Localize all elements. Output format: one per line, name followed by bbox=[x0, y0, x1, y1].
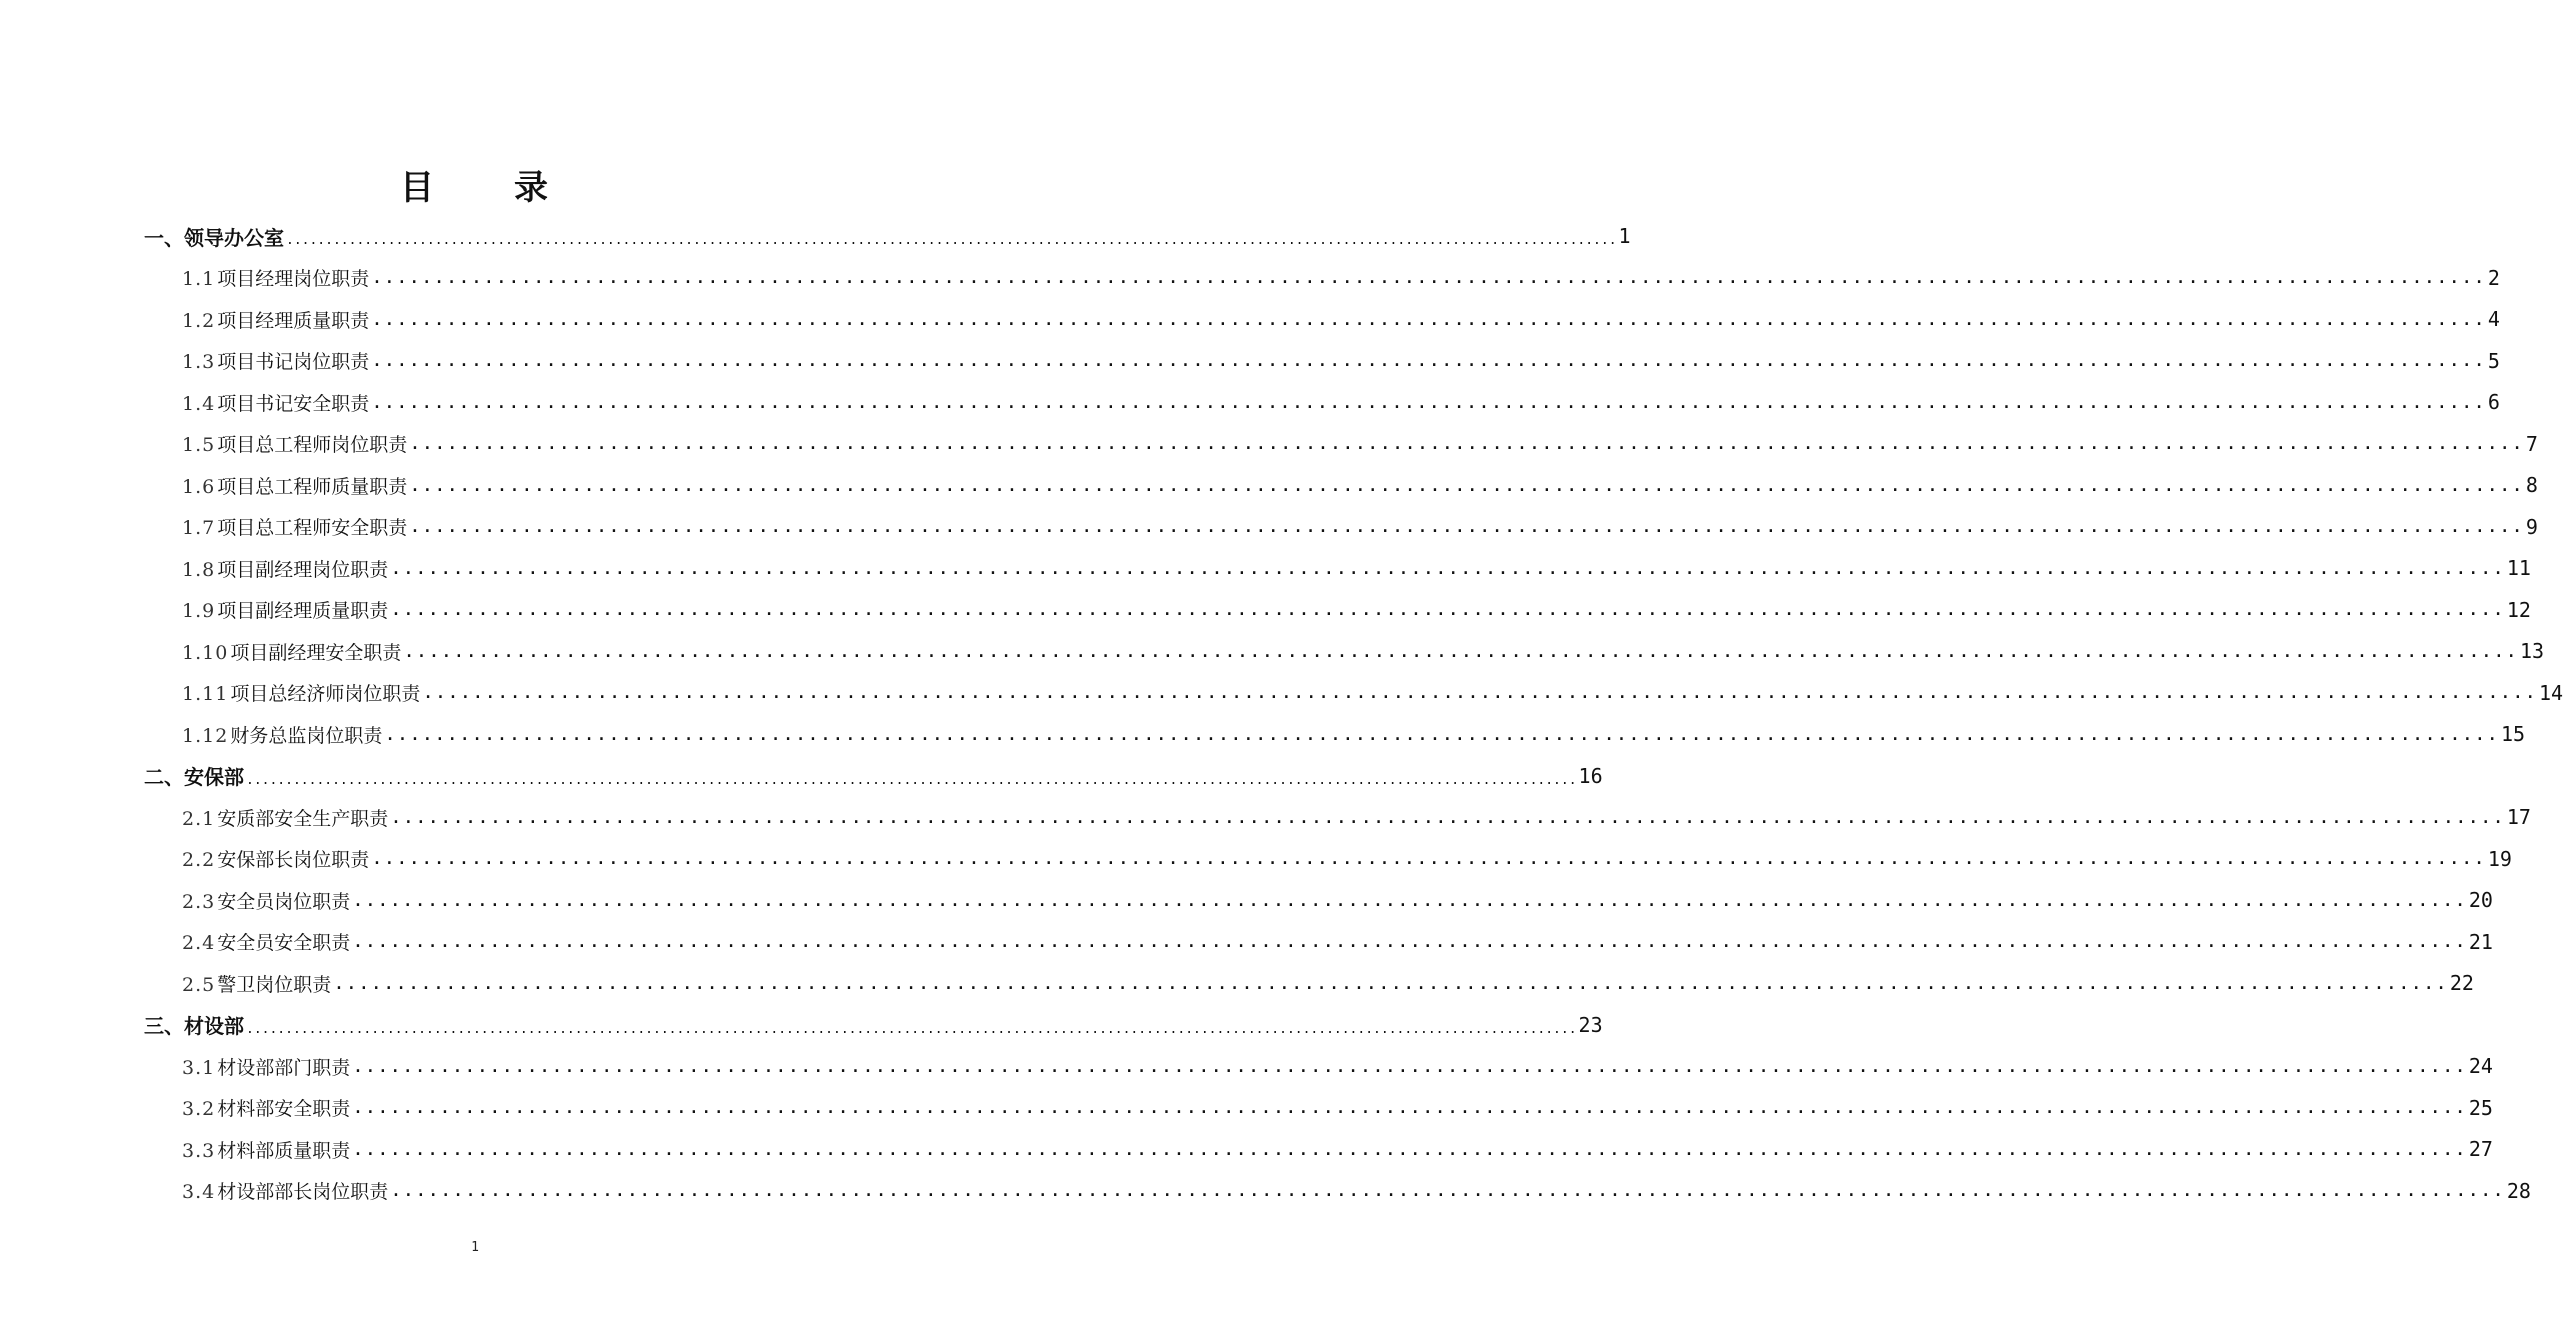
toc-entry-title: 安保部长岗位职责 bbox=[217, 849, 370, 871]
toc-subsection-entry[interactable] bbox=[182, 341, 2500, 381]
toc-entry-title: 项目副经理岗位职责 bbox=[217, 558, 389, 581]
toc-page-number: 7 bbox=[2525, 431, 2538, 456]
toc-entry-number: 3.1 bbox=[182, 1056, 216, 1079]
toc-dot-leader: .......................................................................................................................................................................... bbox=[390, 556, 2505, 579]
toc-page-number: 16 bbox=[1578, 763, 1603, 788]
toc-entry-label bbox=[182, 928, 350, 955]
toc-subsection-entry[interactable] bbox=[182, 299, 2500, 339]
toc-entry-title: 安全员岗位职责 bbox=[217, 890, 351, 913]
toc-entry-label bbox=[182, 721, 382, 748]
toc-entry-label bbox=[182, 306, 369, 333]
toc-page-number: 19 bbox=[2487, 846, 2512, 871]
toc-entry-label bbox=[182, 430, 407, 457]
toc-entry-label bbox=[182, 555, 388, 582]
toc-entry-number: 3.2 bbox=[182, 1098, 216, 1120]
title-char-2: 录 bbox=[514, 168, 550, 208]
toc-entry-number: 2.3 bbox=[182, 890, 216, 913]
toc-entry-title: 财务总监岗位职责 bbox=[230, 724, 383, 747]
toc-entry-number: 3.4 bbox=[182, 1181, 216, 1203]
toc-page-number: 17 bbox=[2506, 805, 2531, 829]
toc-dot-leader: .......................................................................................................................................................................... bbox=[390, 805, 2505, 828]
toc-section-entry[interactable] bbox=[144, 756, 1603, 796]
toc-dot-leader: .......................................................................................................................................................................... bbox=[352, 1096, 2467, 1118]
toc-entry-number: 1.9 bbox=[182, 600, 216, 622]
toc-page-number: 13 bbox=[2519, 639, 2545, 663]
toc-dot-leader: .......................................................................................................................................................................... bbox=[371, 307, 2486, 330]
toc-page-number: 4 bbox=[2487, 307, 2500, 331]
toc-entry-number: 2.4 bbox=[182, 932, 216, 954]
toc-page-number: 6 bbox=[2487, 390, 2500, 414]
toc-subsection-entry[interactable] bbox=[182, 963, 2474, 1003]
toc-dot-leader: .......................................................................................................................................................................... bbox=[246, 772, 1577, 788]
toc-page-number: 1 bbox=[1618, 224, 1631, 248]
toc-entry-number: 1.12 bbox=[182, 724, 229, 747]
toc-entry-number: 1.6 bbox=[182, 475, 216, 498]
page-title bbox=[0, 160, 950, 209]
toc-dot-leader: .......................................................................................................................................................................... bbox=[390, 1179, 2505, 1201]
toc-subsection-entry[interactable] bbox=[182, 507, 2538, 547]
toc-subsection-entry[interactable] bbox=[182, 1046, 2493, 1086]
title-char-1: 目 bbox=[400, 168, 436, 208]
toc-dot-leader: .......................................................................................................................................................................... bbox=[352, 1054, 2467, 1077]
toc-page-number: 24 bbox=[2468, 1054, 2493, 1078]
toc-dot-leader: .......................................................................................................................................................................... bbox=[390, 598, 2505, 620]
toc-subsection-entry[interactable] bbox=[182, 1129, 2493, 1169]
toc-page-number: 15 bbox=[2500, 722, 2526, 746]
toc-entry-label bbox=[182, 679, 420, 706]
toc-entry-label bbox=[182, 389, 369, 416]
toc-entry-label bbox=[182, 638, 401, 665]
toc-entry-number: 2.5 bbox=[182, 973, 216, 996]
toc-page-number: 12 bbox=[2506, 597, 2531, 622]
toc-subsection-entry[interactable] bbox=[182, 922, 2493, 962]
toc-entry-label bbox=[182, 804, 388, 831]
toc-dot-leader: .......................................................................................................................................................................... bbox=[352, 930, 2467, 952]
toc-entry-title: 项目副经理质量职责 bbox=[217, 600, 389, 622]
toc-dot-leader: .......................................................................................................................................................................... bbox=[371, 390, 2486, 413]
toc-page-number: 28 bbox=[2506, 1178, 2531, 1203]
toc-dot-leader: .......................................................................................................................................................................... bbox=[371, 847, 2486, 869]
toc-page-number: 8 bbox=[2525, 473, 2538, 497]
toc-subsection-entry[interactable] bbox=[182, 1088, 2493, 1128]
toc-entry-number: 1.2 bbox=[182, 309, 216, 332]
toc-entry-number: 1.8 bbox=[182, 558, 216, 581]
toc-subsection-entry[interactable] bbox=[182, 839, 2512, 879]
toc-dot-leader: .......................................................................................................................................................................... bbox=[384, 722, 2499, 745]
toc-entry-title: 项目总工程师质量职责 bbox=[217, 475, 408, 498]
toc-dot-leader: .......................................................................................................................................................................... bbox=[422, 681, 2537, 703]
toc-entry-label bbox=[182, 1053, 350, 1080]
toc-subsection-entry[interactable] bbox=[182, 465, 2538, 505]
toc-entry-label bbox=[182, 513, 407, 540]
toc-entry-number: 3.3 bbox=[182, 1139, 216, 1162]
toc-subsection-entry[interactable] bbox=[182, 1171, 2531, 1211]
toc-dot-leader: .......................................................................................................................................................................... bbox=[409, 515, 2524, 537]
toc-dot-leader: .......................................................................................................................................................................... bbox=[352, 888, 2467, 911]
toc-entry-label bbox=[182, 970, 331, 997]
toc-subsection-entry[interactable] bbox=[182, 880, 2493, 920]
toc-entry-title: 项目总工程师安全职责 bbox=[217, 517, 408, 539]
toc-subsection-entry[interactable] bbox=[182, 631, 2545, 671]
toc-entry-number: 1.10 bbox=[182, 641, 229, 664]
toc-entry-label bbox=[182, 845, 369, 872]
toc-section-entry[interactable] bbox=[144, 216, 1631, 256]
toc-page-number: 2 bbox=[2487, 265, 2500, 290]
toc-entry-label bbox=[182, 472, 407, 499]
toc-entry-label bbox=[182, 596, 388, 623]
toc-entry-title: 安全员安全职责 bbox=[217, 932, 351, 954]
toc-entry-label bbox=[182, 264, 369, 291]
toc-entry-label: 三、材设部 bbox=[144, 1014, 244, 1038]
toc-entry-number: 1.7 bbox=[182, 517, 216, 539]
toc-page-number: 21 bbox=[2468, 929, 2493, 954]
toc-dot-leader: .......................................................................................................................................................................... bbox=[371, 349, 2486, 371]
toc-entry-title: 项目经理质量职责 bbox=[217, 309, 370, 332]
toc-entry-label: 二、安保部 bbox=[144, 765, 244, 789]
toc-page-number: 14 bbox=[2538, 680, 2563, 705]
toc-subsection-entry[interactable] bbox=[182, 382, 2500, 422]
toc-entry-number: 1.11 bbox=[182, 683, 229, 705]
toc-entry-title: 项目书记安全职责 bbox=[217, 392, 370, 415]
toc-page-number: 27 bbox=[2468, 1137, 2493, 1161]
toc-subsection-entry[interactable] bbox=[182, 797, 2531, 837]
toc-entry-label bbox=[182, 1136, 350, 1163]
toc-entry-title: 安质部安全生产职责 bbox=[217, 807, 389, 830]
toc-page-number: 25 bbox=[2468, 1095, 2493, 1120]
toc-entry-number: 2.2 bbox=[182, 849, 216, 871]
toc-dot-leader: .......................................................................................................................................................................... bbox=[371, 266, 2486, 288]
toc-entry-label bbox=[182, 347, 369, 374]
toc-page-number: 22 bbox=[2449, 971, 2474, 995]
toc-entry-label bbox=[182, 887, 350, 914]
toc-page-number: 11 bbox=[2506, 556, 2531, 580]
toc-entry-title: 项目副经理安全职责 bbox=[230, 641, 402, 664]
page-footer-number: 1 bbox=[471, 1240, 479, 1255]
toc-entry-label: 一、领导办公室 bbox=[144, 225, 284, 250]
toc-entry-title: 材设部部长岗位职责 bbox=[217, 1181, 389, 1203]
toc-dot-leader: .......................................................................................................................................................................... bbox=[333, 971, 2448, 994]
toc-dot-leader: .......................................................................................................................................................................... bbox=[403, 639, 2518, 662]
toc-subsection-entry[interactable] bbox=[182, 424, 2538, 464]
toc-entry-number: 1.1 bbox=[182, 268, 216, 290]
toc-subsection-entry[interactable] bbox=[182, 673, 2563, 713]
toc-entry-number: 1.3 bbox=[182, 351, 216, 373]
toc-page-number: 9 bbox=[2525, 514, 2538, 539]
toc-entry-title: 项目总工程师岗位职责 bbox=[217, 434, 408, 456]
toc-entry-label bbox=[182, 1177, 388, 1204]
toc-subsection-entry[interactable] bbox=[182, 714, 2526, 754]
toc-entry-title: 项目总经济师岗位职责 bbox=[230, 683, 421, 705]
toc-dot-leader: .......................................................................................................................................................................... bbox=[409, 432, 2524, 454]
toc-entry-title: 警卫岗位职责 bbox=[217, 973, 332, 996]
toc-entry-title: 项目经理岗位职责 bbox=[217, 268, 370, 290]
toc-subsection-entry[interactable] bbox=[182, 548, 2531, 588]
toc-entry-label bbox=[182, 1094, 350, 1121]
toc-dot-leader: .......................................................................................................................................................................... bbox=[409, 473, 2524, 496]
toc-dot-leader: .......................................................................................................................................................................... bbox=[286, 233, 1617, 248]
toc-subsection-entry[interactable] bbox=[182, 258, 2500, 298]
toc-section-entry[interactable] bbox=[144, 1005, 1603, 1045]
toc-page-number: 5 bbox=[2487, 348, 2500, 373]
toc-entry-title: 材料部质量职责 bbox=[217, 1139, 351, 1162]
toc-entry-title: 材料部安全职责 bbox=[217, 1098, 351, 1120]
toc-entry-number: 1.4 bbox=[182, 392, 216, 415]
toc-dot-leader: .......................................................................................................................................................................... bbox=[246, 1021, 1577, 1037]
toc-entry-title: 项目书记岗位职责 bbox=[217, 351, 370, 373]
toc-page-number: 20 bbox=[2468, 888, 2493, 912]
toc-entry-number: 2.1 bbox=[182, 807, 216, 830]
toc-page-number: 23 bbox=[1578, 1012, 1603, 1037]
toc-subsection-entry[interactable] bbox=[182, 590, 2531, 630]
toc-entry-title: 材设部部门职责 bbox=[217, 1056, 351, 1079]
toc-dot-leader: .......................................................................................................................................................................... bbox=[352, 1137, 2467, 1160]
toc-entry-number: 1.5 bbox=[182, 434, 216, 456]
